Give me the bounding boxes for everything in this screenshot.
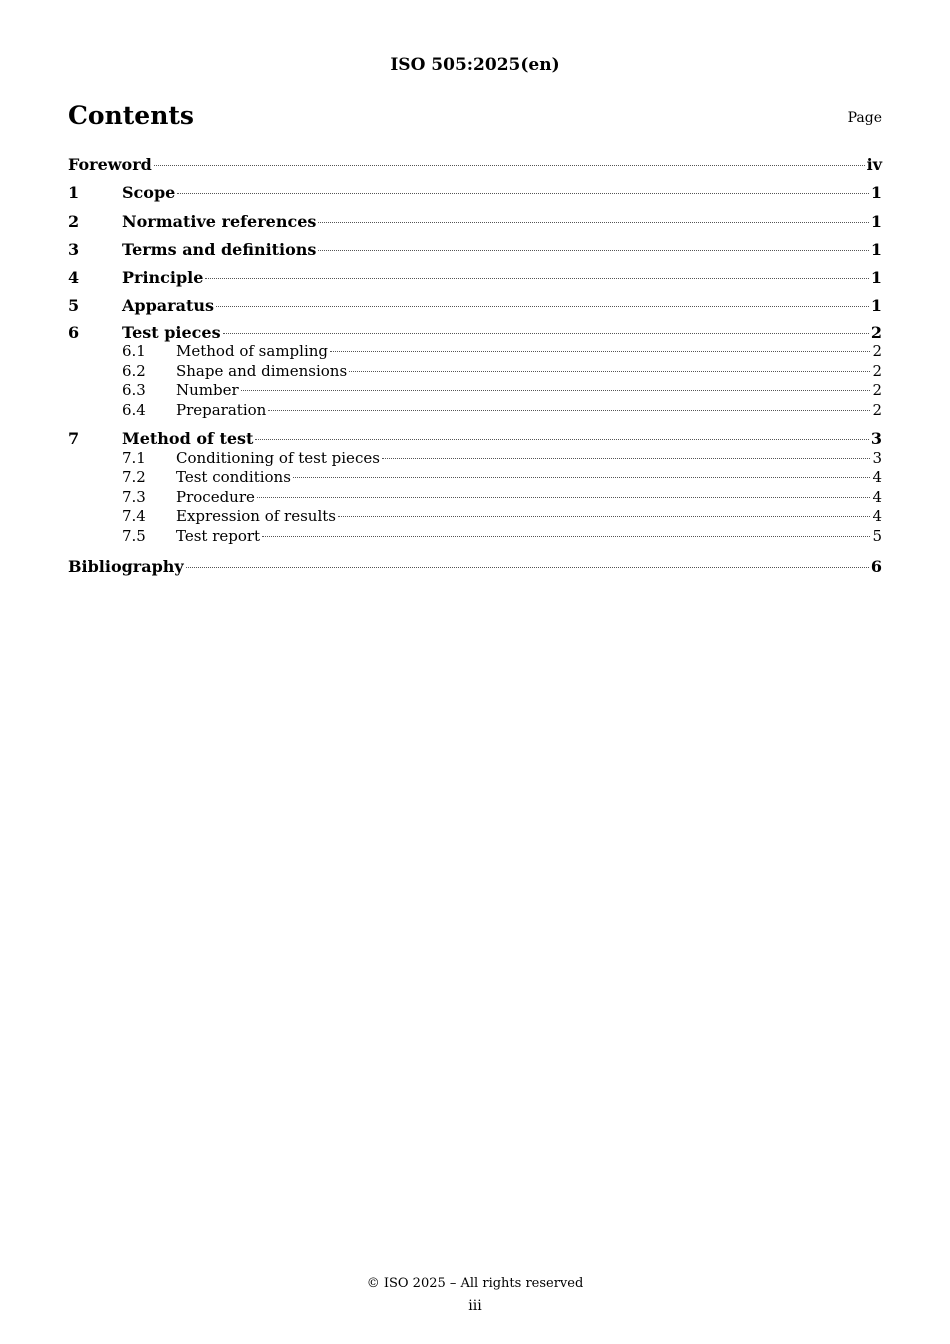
toc-subentry-method-of-sampling[interactable] [68, 342, 882, 362]
toc-entry-title: Preparation [176, 400, 267, 419]
toc-entry-method-of-test[interactable] [68, 429, 882, 449]
toc-entry-page: 1 [870, 211, 882, 231]
toc-subentry-test-report[interactable] [68, 527, 882, 555]
toc-entry-number: 5 [68, 296, 80, 316]
toc-entry-terms-and-definitions[interactable] [68, 238, 882, 266]
toc-entry-page: 1 [870, 183, 882, 203]
toc-leader-dots [255, 439, 868, 440]
toc-leader-dots [154, 165, 865, 166]
toc-entry-test-pieces[interactable] [68, 323, 882, 343]
toc-entry-number: 2 [68, 211, 80, 231]
toc-leader-dots [318, 222, 868, 223]
toc-entry-title: Method of test [122, 429, 254, 449]
toc-entry-page: 2 [872, 342, 882, 361]
toc-entry-number: 6.2 [122, 361, 146, 380]
toc-entry-normative-references[interactable] [68, 210, 882, 238]
toc-subentry-procedure[interactable] [68, 488, 882, 508]
toc-subentry-expression-of-results[interactable] [68, 507, 882, 527]
toc-entry-number: 4 [68, 268, 80, 288]
toc-leader-dots [257, 497, 871, 498]
toc-subentry-preparation[interactable] [68, 401, 882, 429]
toc-entry-title: Test conditions [176, 468, 291, 487]
toc-entry-number: 6 [68, 322, 80, 342]
toc-entry-page: 2 [872, 361, 882, 380]
toc-entry-title: Principle [122, 268, 204, 288]
toc-entry-title: Shape and dimensions [176, 361, 348, 380]
toc-entry-number: 7 [68, 429, 80, 449]
toc-leader-dots [216, 306, 869, 307]
toc-leader-dots [330, 351, 870, 352]
toc-leader-dots [205, 278, 868, 279]
toc-entry-bibliography[interactable] [68, 555, 882, 583]
toc-entry-title: Test pieces [122, 322, 221, 342]
toc-leader-dots [318, 250, 868, 251]
toc-entry-number: 7.2 [122, 468, 146, 487]
page-number: iii [468, 1298, 482, 1314]
page-column-label: Page [847, 110, 882, 126]
toc-entry-foreword[interactable] [68, 153, 882, 181]
toc-entry-scope[interactable] [68, 181, 882, 209]
toc-entry-title: Method of sampling [176, 342, 328, 361]
toc-entry-title: Conditioning of test pieces [176, 448, 380, 467]
toc-entry-number: 6.3 [122, 381, 146, 400]
toc-entry-title: Terms and definitions [122, 239, 317, 259]
toc-leader-dots [382, 458, 871, 459]
toc-entry-page: 4 [872, 468, 882, 487]
toc-entry-page: 4 [872, 487, 882, 506]
toc-entry-page: 2 [872, 400, 882, 419]
toc-leader-dots [186, 567, 869, 568]
toc-entry-page: iv [866, 155, 882, 174]
toc-leader-dots [293, 477, 871, 478]
toc-subentry-number[interactable] [68, 381, 882, 401]
toc-entry-title: Bibliography [68, 556, 184, 576]
toc-entry-title: Expression of results [176, 507, 336, 526]
toc-leader-dots [262, 536, 870, 537]
toc-entry-apparatus[interactable] [68, 294, 882, 322]
toc-leader-dots [223, 333, 869, 334]
table-of-contents [68, 153, 882, 583]
toc-entry-page: 3 [872, 448, 882, 467]
toc-entry-number: 1 [68, 183, 80, 203]
toc-entry-number: 7.1 [122, 448, 146, 467]
toc-leader-dots [241, 390, 871, 391]
toc-entry-number: 7.3 [122, 487, 146, 506]
toc-entry-page: 2 [872, 381, 882, 400]
toc-entry-page: 2 [870, 322, 882, 342]
toc-entry-number: 6.4 [122, 400, 146, 419]
toc-leader-dots [268, 410, 870, 411]
toc-entry-title: Scope [122, 183, 176, 203]
toc-entry-page: 1 [870, 296, 882, 316]
toc-leader-dots [349, 371, 870, 372]
toc-entry-principle[interactable] [68, 266, 882, 294]
toc-subentry-test-conditions[interactable] [68, 468, 882, 488]
toc-entry-page: 1 [870, 239, 882, 259]
toc-entry-title: Procedure [176, 487, 255, 506]
contents-title: Contents [68, 101, 195, 130]
toc-entry-page: 1 [870, 268, 882, 288]
toc-entry-number: 7.5 [122, 526, 146, 545]
toc-entry-title: Normative references [122, 211, 317, 231]
toc-subentry-conditioning-of-test-pieces[interactable] [68, 449, 882, 469]
toc-entry-page: 4 [872, 507, 882, 526]
toc-entry-title: Number [176, 381, 239, 400]
toc-leader-dots [177, 193, 869, 194]
toc-entry-number: 3 [68, 239, 80, 259]
toc-entry-title: Apparatus [122, 296, 214, 316]
toc-entry-page: 5 [872, 526, 882, 545]
document-id: ISO 505:2025(en) [390, 55, 560, 75]
toc-subentry-shape-and-dimensions[interactable] [68, 362, 882, 382]
toc-entry-page: 6 [870, 556, 882, 576]
toc-entry-page: 3 [870, 429, 882, 449]
copyright-notice: © ISO 2025 – All rights reserved [366, 1276, 584, 1291]
toc-entry-title: Test report [176, 526, 261, 545]
toc-leader-dots [338, 516, 870, 517]
toc-entry-number: 7.4 [122, 507, 146, 526]
toc-entry-title: Foreword [68, 155, 152, 174]
toc-entry-number: 6.1 [122, 342, 146, 361]
